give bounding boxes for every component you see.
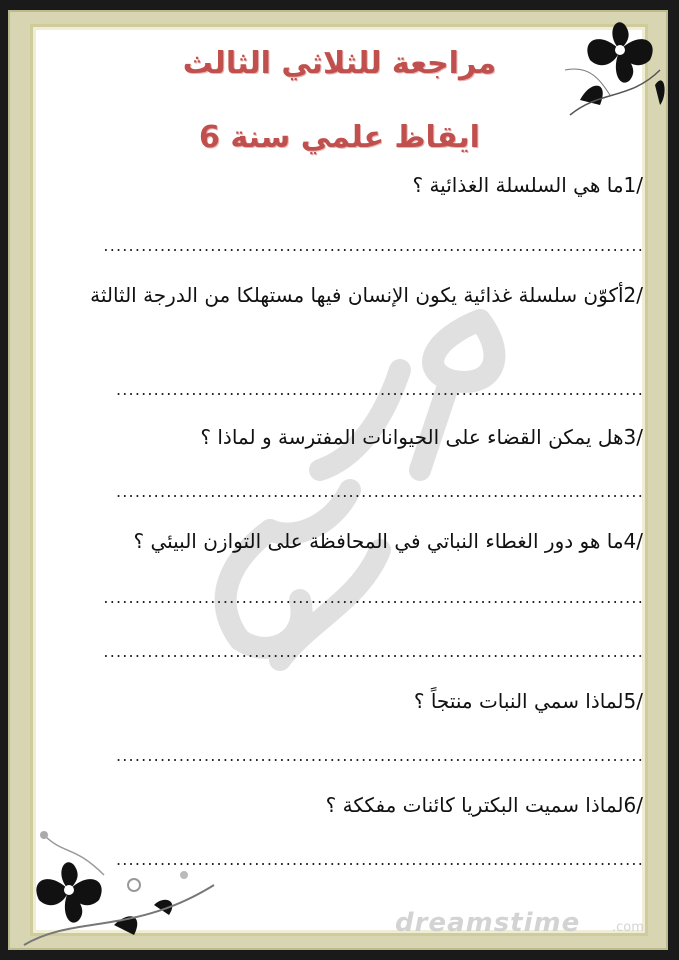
question-4-number: 4/ [623,529,643,553]
question-5-number: 5/ [623,689,643,713]
page-title: مراجعة للثلاثي الثالث [182,46,497,81]
question-6 [40,786,643,824]
question-1-text: ما هي السلسلة الغذائية ؟ [412,173,624,197]
question-2-number: 2/ [623,283,643,307]
watermark-text: dreamstime [395,908,581,938]
question-3-number: 3/ [623,425,643,449]
question-5-text: لماذا سمي النبات منتجاً ؟ [413,689,624,713]
question-1-number: 1/ [623,173,643,197]
floral-ornament-bottom-left-icon [14,815,234,955]
answer-line-6[interactable]: .................................................................................... [115,850,644,869]
answer-line-5[interactable]: .................................................................................... [115,746,644,765]
question-3 [40,418,643,456]
question-3-text: هل يمكن القضاء على الحيوانات المفترسة و لماذا ؟ [200,425,624,449]
question-6-text: لماذا سميت البكتريا كائنات مفككة ؟ [325,793,624,817]
answer-line-4a[interactable]: ...................................................................................... [103,588,644,607]
answer-line-3[interactable]: .................................................................................... [115,482,644,501]
question-4-text: ما هو دور الغطاء النباتي في المحافظة على التوازن البيئي ؟ [133,529,624,553]
question-2-text: أكوّن سلسلة غذائية يكون الإنسان فيها مستهلكا من الدرجة الثالثة [90,283,624,307]
watermark-suffix: .com [612,920,644,935]
question-6-number: 6/ [623,793,643,817]
answer-line-4b[interactable]: ...................................................................................... [103,642,644,661]
page-subtitle: ايقاظ علمي سنة 6 [199,120,480,155]
question-5 [40,682,643,720]
answer-line-2[interactable]: .................................................................................... [115,380,644,399]
question-4 [40,522,643,560]
question-2 [40,276,643,314]
answer-line-1[interactable]: ...................................................................................... [103,236,644,255]
question-1 [40,166,643,204]
